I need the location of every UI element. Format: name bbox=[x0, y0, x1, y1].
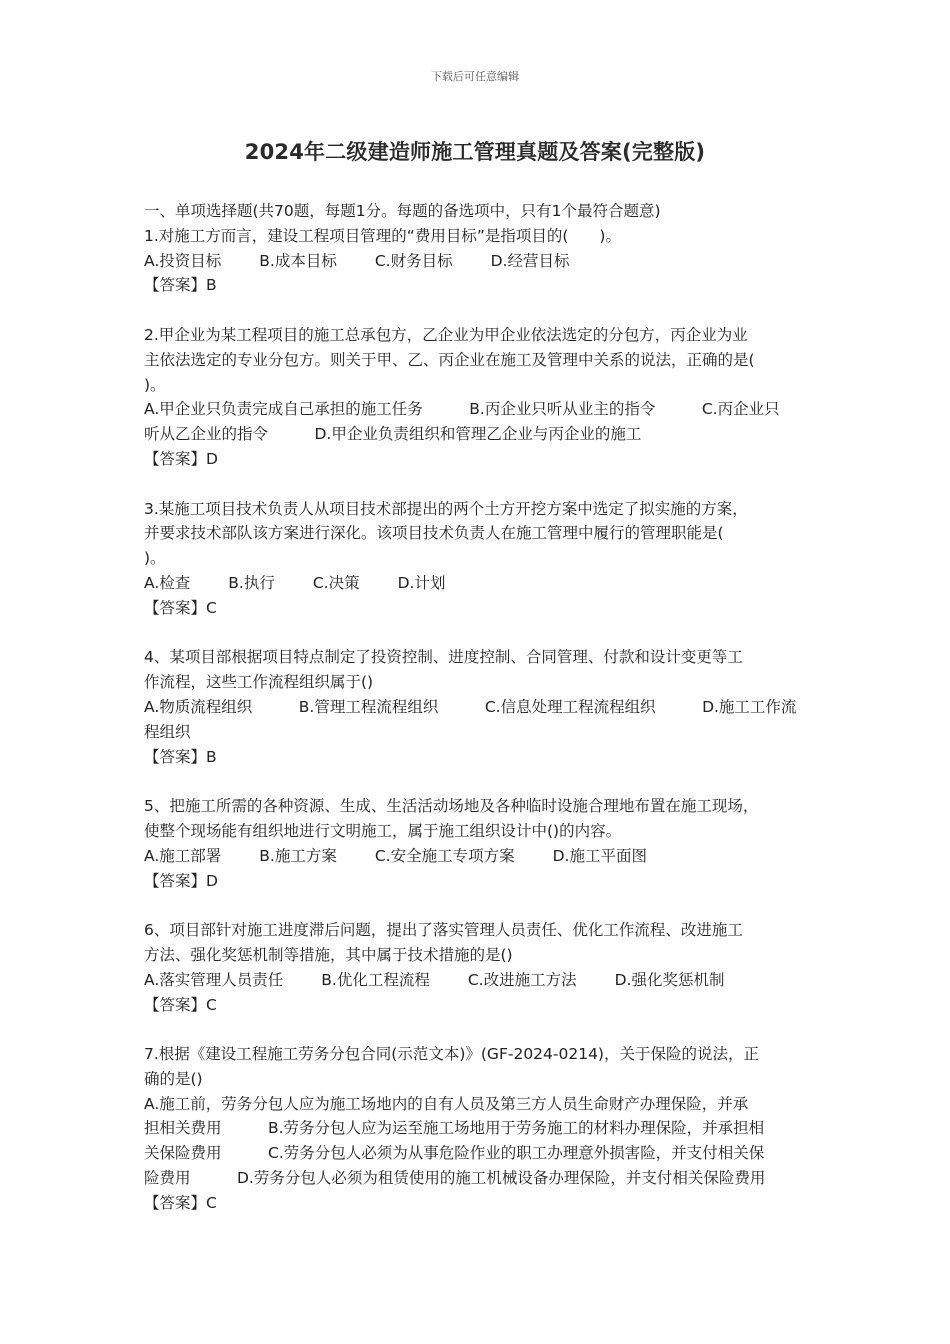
section-intro: 一、单项选择题(共70题，每题1分。每题的备选项中，只有1个最符合题意) bbox=[144, 202, 661, 220]
question-options-line: 险费用 D.劳务分包人必须为租赁使用的施工机械设备办理保险，并支付相关保险费用 bbox=[144, 1169, 766, 1188]
question-1 bbox=[144, 224, 809, 298]
option-b: B.优化工程流程 bbox=[321, 970, 430, 989]
question-text: 6、项目部针对施工进度滞后问题，提出了落实管理人员责任、优化工作流程、改进施工 bbox=[144, 921, 743, 940]
question-text: )。 bbox=[144, 375, 166, 394]
question-text: 并要求技术部队该方案进行深化。该项目技术负责人在施工管理中履行的管理职能是( bbox=[144, 524, 724, 543]
option-c: C.决策 bbox=[312, 573, 360, 592]
question-text: 2.甲企业为某工程项目的施工总承包方，乙企业为甲企业依法选定的分包方，丙企业为业 bbox=[144, 325, 748, 344]
option-a: A.施工部署 bbox=[144, 846, 222, 865]
option-a: A.检查 bbox=[144, 573, 191, 592]
document-body bbox=[144, 199, 809, 1216]
question-3 bbox=[144, 497, 809, 621]
question-text: 主依法选定的专业分包方。则关于甲、乙、丙企业在施工及管理中关系的说法，正确的是( bbox=[144, 350, 755, 369]
question-options bbox=[144, 249, 809, 274]
question-options-line: 担相关费用 B.劳务分包人应为运至施工场地用于劳务施工的材料办理保险，并承担相 bbox=[144, 1119, 765, 1138]
option-c: C.财务目标 bbox=[374, 251, 453, 270]
option-d: D.经营目标 bbox=[490, 251, 570, 270]
question-options-line: A.物质流程组织 B.管理工程流程组织 C.信息处理工程流程组织 D.施工工作流 bbox=[144, 697, 797, 716]
question-4 bbox=[144, 645, 809, 769]
answer-line: 【答案】C bbox=[144, 598, 217, 617]
question-options-line: A.施工前，劳务分包人应为施工场地内的自有人员及第三方人员生命财产办理保险，并承 bbox=[144, 1094, 749, 1113]
question-text: 作流程，这些工作流程组织属于() bbox=[144, 673, 374, 692]
option-d: D.强化奖惩机制 bbox=[614, 970, 725, 989]
question-options-line: 程组织 bbox=[144, 722, 191, 741]
question-options-line: 听从乙企业的指令 D.甲企业负责组织和管理乙企业与丙企业的施工 bbox=[144, 425, 642, 444]
option-c: C.安全施工专项方案 bbox=[374, 846, 515, 865]
question-options bbox=[144, 844, 809, 869]
question-options bbox=[144, 571, 809, 596]
option-d: D.施工平面图 bbox=[552, 846, 647, 865]
question-text: 使整个现场能有组织地进行文明施工，属于施工组织设计中()的内容。 bbox=[144, 821, 622, 840]
question-text: 确的是() bbox=[144, 1069, 203, 1088]
option-a: A.落实管理人员责任 bbox=[144, 970, 284, 989]
question-options bbox=[144, 968, 809, 993]
question-7 bbox=[144, 1042, 809, 1216]
option-b: B.施工方案 bbox=[259, 846, 337, 865]
document-title: 2024年二级建造师施工管理真题及答案(完整版) bbox=[244, 140, 706, 164]
question-text: 4、某项目部根据项目特点制定了投资控制、进度控制、合同管理、付款和设计变更等工 bbox=[144, 648, 743, 667]
page-header-note: 下载后可任意编辑 bbox=[431, 70, 519, 83]
question-text: 1.对施工方而言，建设工程项目管理的“费用目标”是指项目的( )。 bbox=[144, 226, 621, 245]
question-text: 7.根据《建设工程施工劳务分包合同(示范文本)》(GF-2024-0214)，关于保险的说法，正 bbox=[144, 1045, 759, 1064]
answer-line: 【答案】D bbox=[144, 871, 218, 890]
question-2 bbox=[144, 323, 809, 472]
option-a: A.投资目标 bbox=[144, 251, 222, 270]
question-6 bbox=[144, 918, 809, 1017]
option-c: C.改进施工方法 bbox=[467, 970, 577, 989]
option-d: D.计划 bbox=[397, 573, 446, 592]
option-b: B.成本目标 bbox=[259, 251, 337, 270]
answer-line: 【答案】C bbox=[144, 995, 217, 1014]
question-text: 方法、强化奖惩机制等措施，其中属于技术措施的是() bbox=[144, 945, 513, 964]
question-options-line: 关保险费用 C.劳务分包人必须为从事危险作业的职工办理意外损害险，并支付相关保 bbox=[144, 1144, 765, 1163]
answer-line: 【答案】D bbox=[144, 449, 218, 468]
question-5 bbox=[144, 794, 809, 893]
option-b: B.执行 bbox=[228, 573, 275, 592]
question-text: )。 bbox=[144, 549, 166, 568]
question-text: 5、把施工所需的各种资源、生成、生活活动场地及各种临时设施合理地布置在施工现场， bbox=[144, 797, 759, 816]
question-text: 3.某施工项目技术负责人从项目技术部提出的两个土方开挖方案中选定了拟实施的方案， bbox=[144, 499, 748, 518]
answer-line: 【答案】B bbox=[144, 747, 217, 766]
question-options-line: A.甲企业只负责完成自己承担的施工任务 B.丙企业只听从业主的指令 C.丙企业只 bbox=[144, 400, 780, 419]
answer-line: 【答案】B bbox=[144, 276, 217, 295]
answer-line: 【答案】C bbox=[144, 1193, 217, 1212]
